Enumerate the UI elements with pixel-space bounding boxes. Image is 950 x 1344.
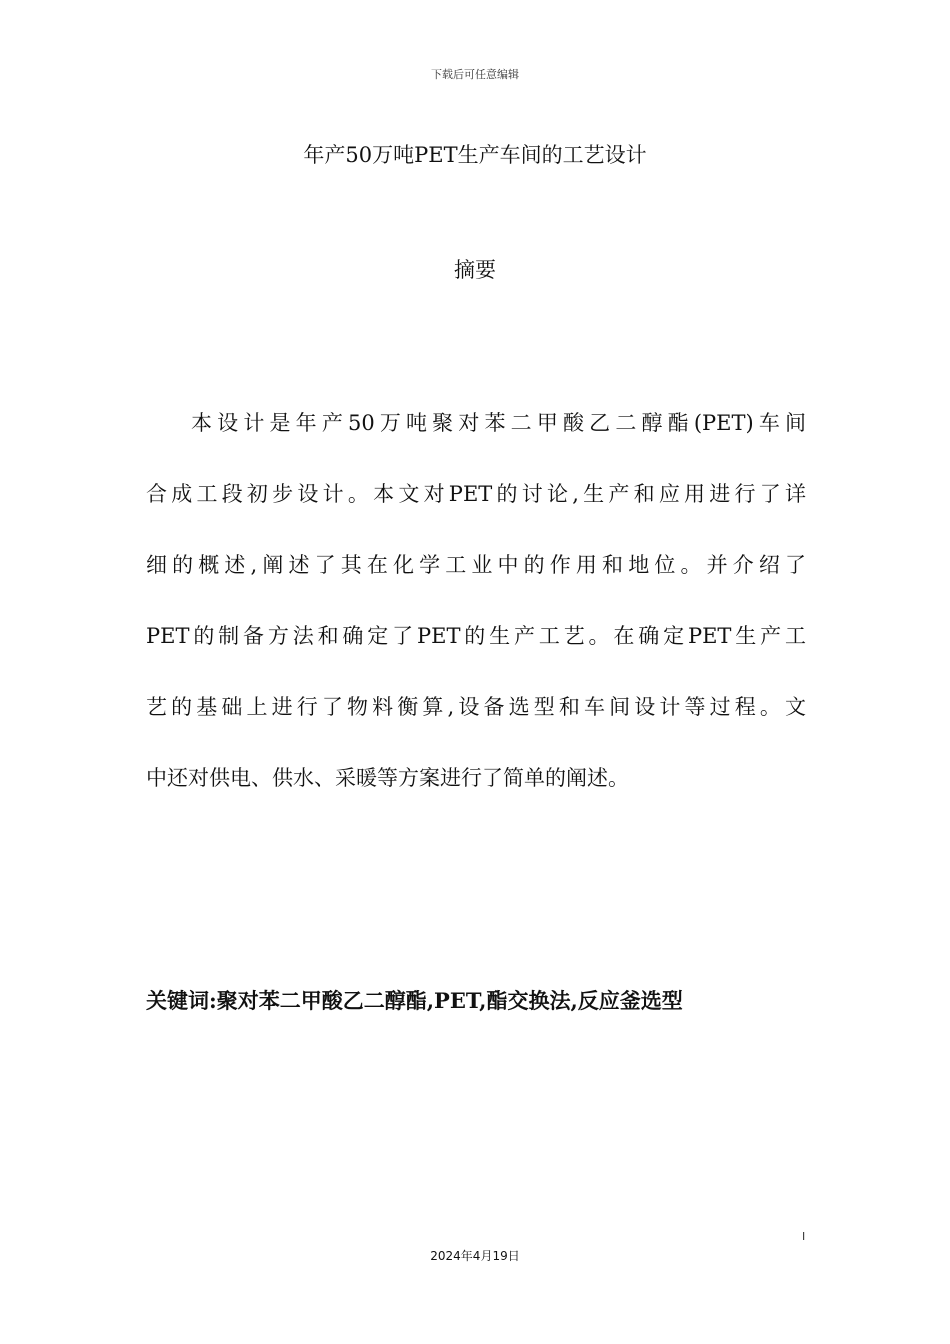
header-note: 下载后可任意编辑 [431,68,519,81]
abstract-line: 细的概述,阐述了其在化学工业中的作用和地位。并介绍了 [146,553,806,577]
abstract-line: 本设计是年产50万吨聚对苯二甲酸乙二醇酯(PET)车间 [191,411,806,435]
abstract-body [146,400,806,826]
abstract-line: 中还对供电、供水、采暖等方案进行了简单的阐述。 [146,766,629,790]
abstract-line: 合成工段初步设计。本文对PET的讨论,生产和应用进行了详 [146,482,806,506]
page-number: I [802,1230,806,1243]
abstract-line: PET的制备方法和确定了PET的生产工艺。在确定PET生产工 [146,624,806,648]
abstract-line: 艺的基础上进行了物料衡算,设备选型和车间设计等过程。文 [146,695,806,719]
footer-date: 2024年4月19日 [430,1249,520,1263]
document-title: 年产50万吨PET生产车间的工艺设计 [303,143,647,167]
keywords: 关键词:聚对苯二甲酸乙二醇酯,PET,酯交换法,反应釜选型 [146,988,683,1013]
abstract-heading: 摘要 [454,258,496,282]
